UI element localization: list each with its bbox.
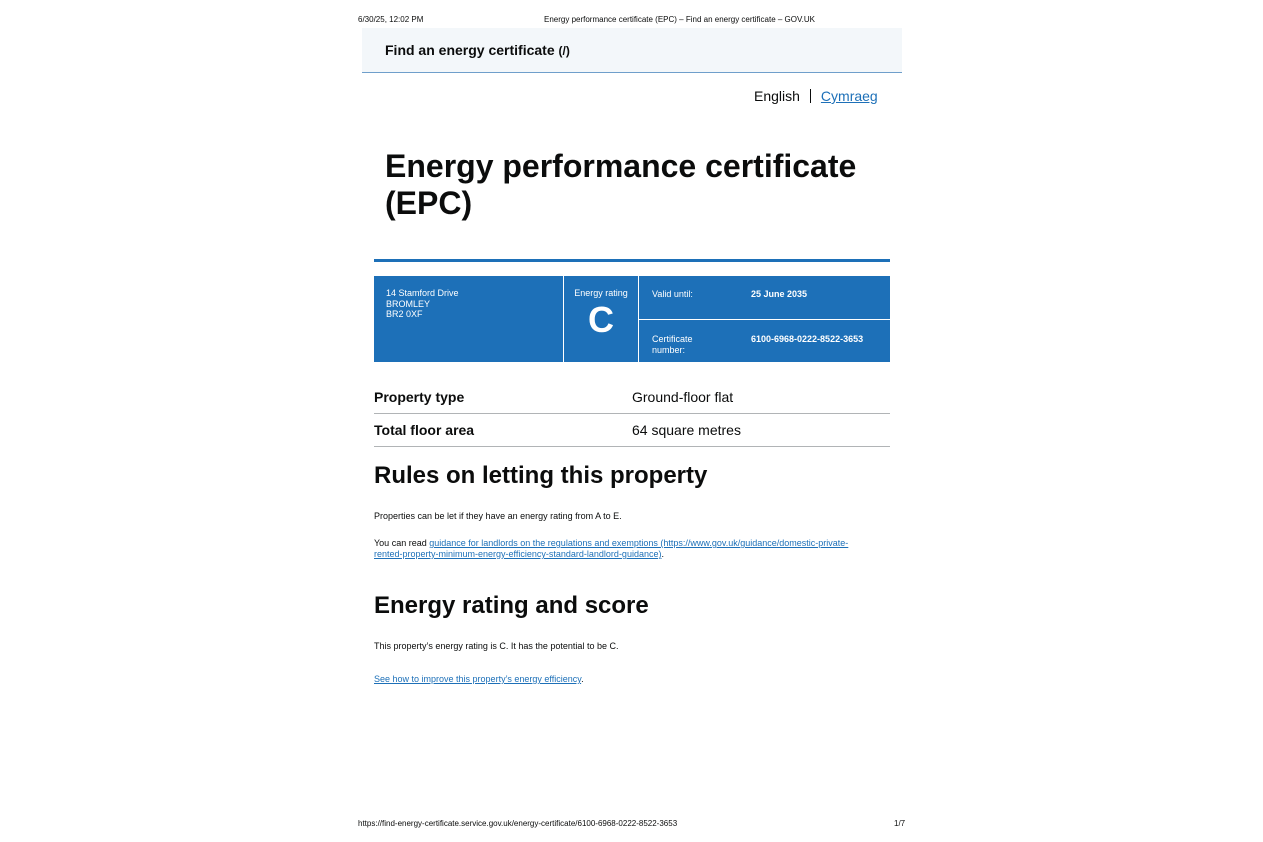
- address: [386, 288, 459, 320]
- print-footer-url: https://find-energy-certificate.service.gov.uk/energy-certificate/6100-6968-0222-8522-3653: [358, 819, 678, 828]
- print-header: [358, 15, 906, 27]
- letting-heading: Rules on letting this property: [374, 462, 708, 489]
- service-header: [362, 28, 902, 73]
- language-switcher: [754, 88, 878, 106]
- certificate-number-value: 6100-6968-0222-8522-3653: [751, 334, 864, 344]
- service-name-link[interactable]: [385, 42, 570, 58]
- table-row: [374, 381, 890, 414]
- table-row: [374, 414, 890, 447]
- section-divider: [374, 259, 890, 262]
- valid-until-cell: [639, 276, 890, 319]
- language-separator: [810, 89, 811, 103]
- floor-area-label: Total floor area: [374, 414, 632, 447]
- landlord-guidance-link[interactable]: [374, 538, 848, 559]
- print-footer-page: 1/7: [894, 819, 906, 828]
- certificate-number-cell: [639, 320, 890, 362]
- improve-efficiency-paragraph: [374, 674, 584, 685]
- address-line-1: 14 Stamford Drive: [386, 288, 459, 298]
- language-cymraeg-link[interactable]: Cymraeg: [820, 88, 878, 104]
- energy-rating-paragraph: This property’s energy rating is C. It has the potential to be C.: [374, 641, 619, 651]
- letting-guidance-paragraph: [374, 538, 890, 560]
- service-name: Find an energy certificate: [385, 42, 555, 58]
- address-postcode: BR2 0XF: [386, 309, 423, 319]
- improve-efficiency-link[interactable]: See how to improve this property’s energy efficiency: [374, 674, 582, 684]
- letting-paragraph: Properties can be let if they have an energy rating from A to E.: [374, 511, 622, 521]
- print-date: 6/30/25, 12:02 PM: [358, 15, 424, 24]
- improve-link-suffix: .: [581, 674, 584, 684]
- certificate-summary-box: [374, 276, 890, 362]
- language-current: English: [754, 88, 800, 104]
- energy-rating-letter: C: [588, 299, 614, 340]
- property-type-value: Ground-floor flat: [632, 381, 890, 414]
- guidance-link-line-1: guidance for landlords on the regulations and exemptions (https://www.gov.uk/guidance/domestic-private-: [429, 538, 849, 548]
- valid-until-label: Valid until:: [652, 289, 693, 299]
- certificate-number-label: Certificate number:: [652, 334, 693, 355]
- page-title: Energy performance certificate (EPC): [385, 148, 857, 221]
- floor-area-value: 64 square metres: [632, 414, 890, 447]
- property-type-label: Property type: [374, 381, 632, 414]
- guidance-prefix: You can read: [374, 538, 430, 548]
- energy-rating-heading: Energy rating and score: [374, 592, 649, 619]
- guidance-suffix: .: [661, 549, 664, 559]
- address-cell: [374, 276, 563, 362]
- valid-until-value: 25 June 2035: [751, 289, 808, 299]
- property-summary-table: [374, 381, 890, 447]
- address-line-2: BROMLEY: [386, 298, 431, 309]
- guidance-link-line-2: rented-property-minimum-energy-efficiency-standard-landlord-guidance): [374, 549, 662, 559]
- service-link-href: (/): [558, 44, 570, 58]
- energy-rating-label: Energy rating: [574, 288, 628, 298]
- print-title: Energy performance certificate (EPC) – Find an energy certificate – GOV.UK: [544, 15, 815, 24]
- energy-rating-cell: [564, 276, 638, 362]
